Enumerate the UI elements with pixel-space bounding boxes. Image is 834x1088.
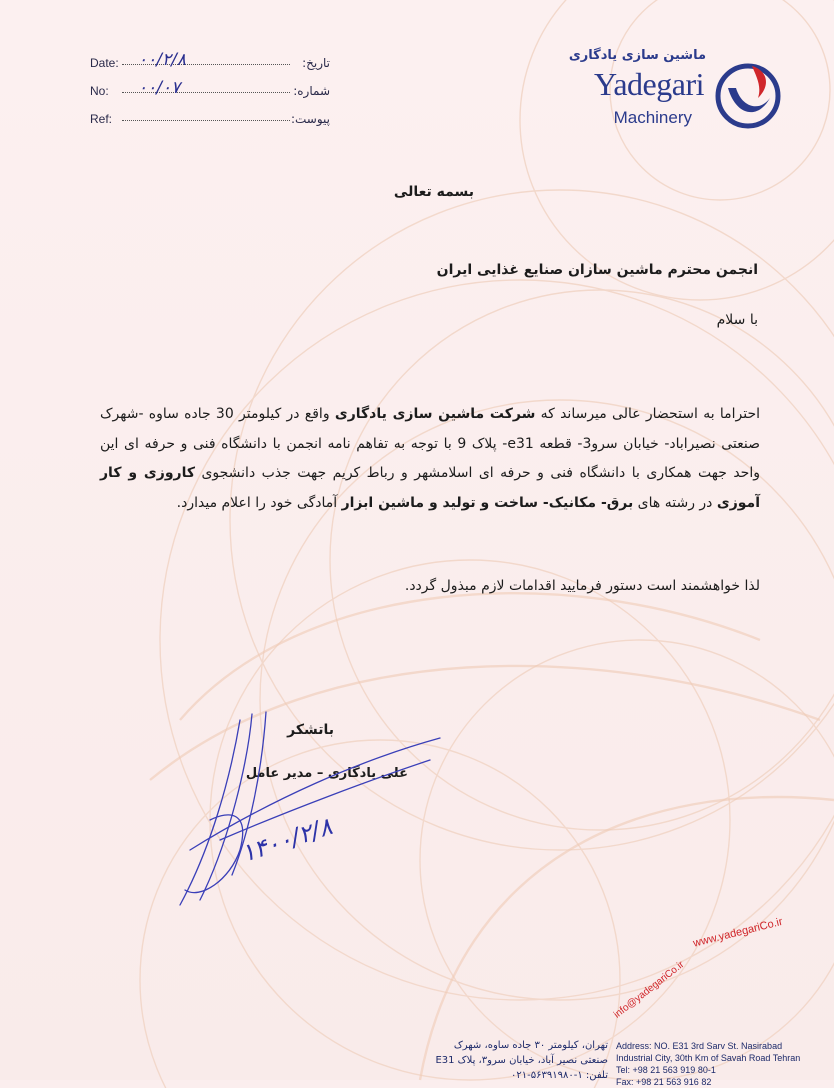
letter-thanks: باتشکر	[287, 722, 334, 738]
number-label-fa: شماره:	[293, 84, 330, 98]
letter-body	[100, 400, 760, 518]
footer-address-en	[616, 1040, 800, 1088]
addr-fa-line-3: تلفن: ۱-۵۶۳۹۱۹۸۰-۰۲۱	[511, 1070, 608, 1081]
letter-heading: بسمه تعالی	[393, 184, 474, 200]
body-text-2: واقع در کیلومتر 30 جاده ساوه -شهرک صنعتی نصیراباد- خیابان سرو3- قطعه e31- پلاک 9 با توجه به تفاهم نامه انجمن با دانشگاه فنی و حرفه ای این واحد جهت همکاری با دانشگاه فنی و حرفه ای اسلامشهر و رباط کریم جهت جذب دانشجوی	[100, 406, 761, 481]
signer-name: علی یادگاری – مدیر عامل	[245, 766, 408, 781]
body-text-1: احتراما به استحضار عالی میرساند که	[535, 406, 761, 422]
footer-website: www.yadegariCo.ir	[692, 915, 784, 950]
letter-recipient: انجمن محترم ماشین سازان صنایع غذایی ایران	[436, 262, 758, 278]
date-label-fa: تاریخ:	[302, 56, 330, 70]
ref-label-en: Ref:	[90, 112, 113, 126]
signature-date: ۱۴۰۰/۲/۸	[237, 812, 336, 868]
addr-en-line-1: Address: NO. E31 3rd Sarv St. Nasirabad	[616, 1041, 783, 1051]
letter-meta	[90, 50, 330, 140]
company-logo	[554, 48, 784, 134]
handwritten-signature	[170, 700, 450, 920]
logo-en-sub: Machinery	[613, 108, 692, 127]
addr-en-line-2: Industrial City, 30th Km of Savah Road Tehran	[616, 1053, 801, 1063]
company-name-bold: شرکت ماشین سازی یادگاری	[334, 406, 536, 422]
addr-en-line-4: Fax: +98 21 563 916 82	[616, 1077, 712, 1087]
number-row	[90, 78, 330, 112]
letter-greeting: با سلام	[716, 312, 758, 328]
ref-label-fa: پیوست:	[290, 112, 330, 126]
logo-en-name: Yadegari	[593, 66, 704, 102]
addr-fa-line-1: تهران، کیلومتر ۳۰ جاده ساوه، شهرک	[453, 1040, 608, 1051]
ref-row	[90, 112, 330, 140]
addr-en-line-3: Tel: +98 21 563 919 80-1	[616, 1065, 716, 1075]
logo-mark-icon	[712, 58, 784, 130]
number-label-en: No:	[90, 84, 109, 98]
body-text-4: آمادگی خود را اعلام میدارد.	[176, 494, 342, 511]
number-value: ۰۰/۰۷	[138, 78, 181, 98]
date-label-en: Date:	[90, 56, 119, 70]
internship-bold: کاروزی و کار آموزی	[100, 465, 760, 511]
date-row	[90, 50, 330, 84]
body-text-3: در رشته های	[633, 494, 717, 511]
ref-dots	[122, 120, 290, 121]
footer-email: info@yadegariCo.ir	[612, 959, 687, 1021]
fields-bold: برق- مکانیک- ساخت و تولید و ماشین ابزار	[341, 494, 634, 511]
date-value: ۰۰/۲/۸	[138, 50, 186, 70]
logo-fa-name: ماشین سازی یادگاری	[568, 48, 706, 63]
letter-closing: لذا خواهشمند است دستور فرمایید اقدامات لازم مبذول گردد.	[404, 578, 760, 594]
addr-fa-line-2: صنعتی نصیر آباد، خیابان سرو۳، پلاک E31	[435, 1055, 608, 1066]
footer-address-fa	[435, 1038, 608, 1083]
